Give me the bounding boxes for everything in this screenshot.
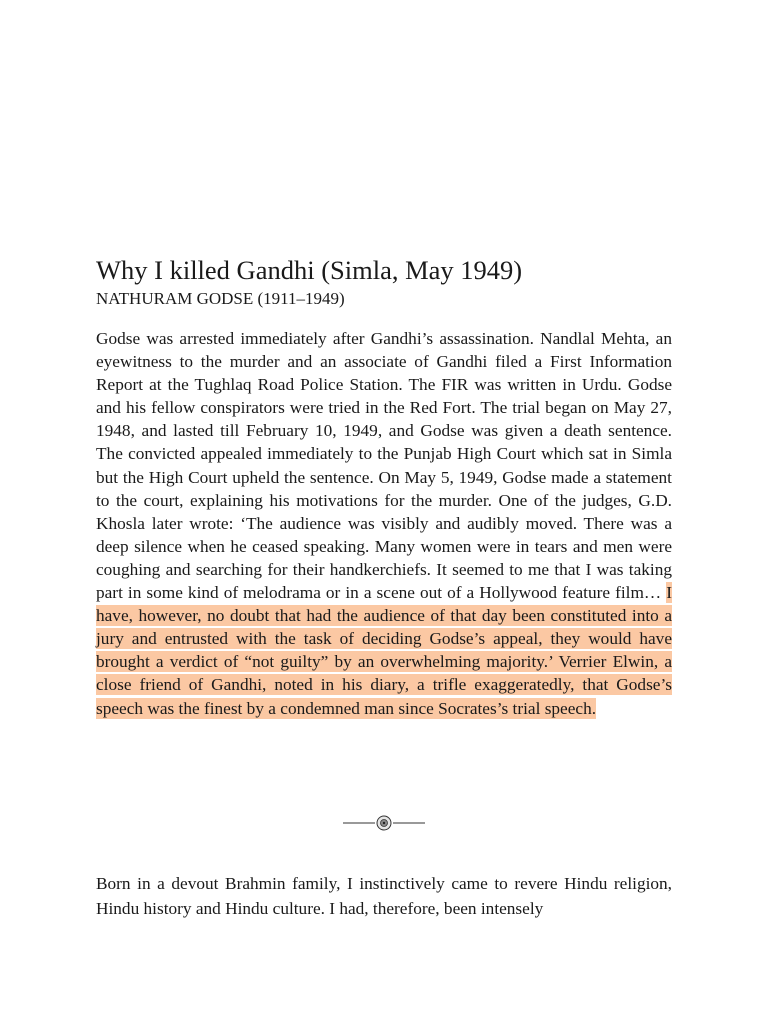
- section-divider-ornament-icon: [341, 812, 427, 834]
- chapter-title: Why I killed Gandhi (Simla, May 1949): [96, 255, 523, 285]
- chapter-author: NATHURAM GODSE (1911–1949): [96, 289, 345, 308]
- intro-paragraph: [96, 327, 672, 720]
- intro-text: Godse was arrested immediately after Gandhi’s assassination. Nandlal Mehta, an eyewitness to the murder and an associate of Gandhi filed a First Information Report at the Tughlaq Road Police Station. The FIR was written in Urdu. Godse and his fellow conspirators were tried in the Red Fort. The trial began on May 27, 1948, and lasted till February 10, 1949, and Godse was given a death sentence. The convicted appealed immediately to the Punjab High Court which sat in Simla but the High Court upheld the sentence. On May 5, 1949, Godse made a statement to the court, explaining his motivations for the murder. One of the judges, G.D. Khosla later wrote: ‘The audience was visibly and audibly moved. There was a deep silence when he ceased speaking. Many women were in tears and men were coughing and searching for their handkerchiefs. It seemed to me that I was taking part in some kind of melodrama or in a scene out of a Hollywood feature film…: [96, 329, 672, 603]
- body-paragraph: Born in a devout Brahmin family, I instinctively came to revere Hindu religion, Hindu history and Hindu culture. I had, therefore, been intensely: [96, 874, 672, 918]
- highlighted-passage[interactable]: I have, however, no doubt that had the audience of that day been constituted into a jury and entrusted with the task of deciding Godse’s appeal, they would have brought a verdict of “not guilty” by an overwhelming majority.’ Verrier Elwin, a close friend of Gandhi, noted in his diary, a trifle exaggeratedly, that Godse’s speech was the finest by a condemned man since Socrates’s trial speech.: [96, 583, 672, 718]
